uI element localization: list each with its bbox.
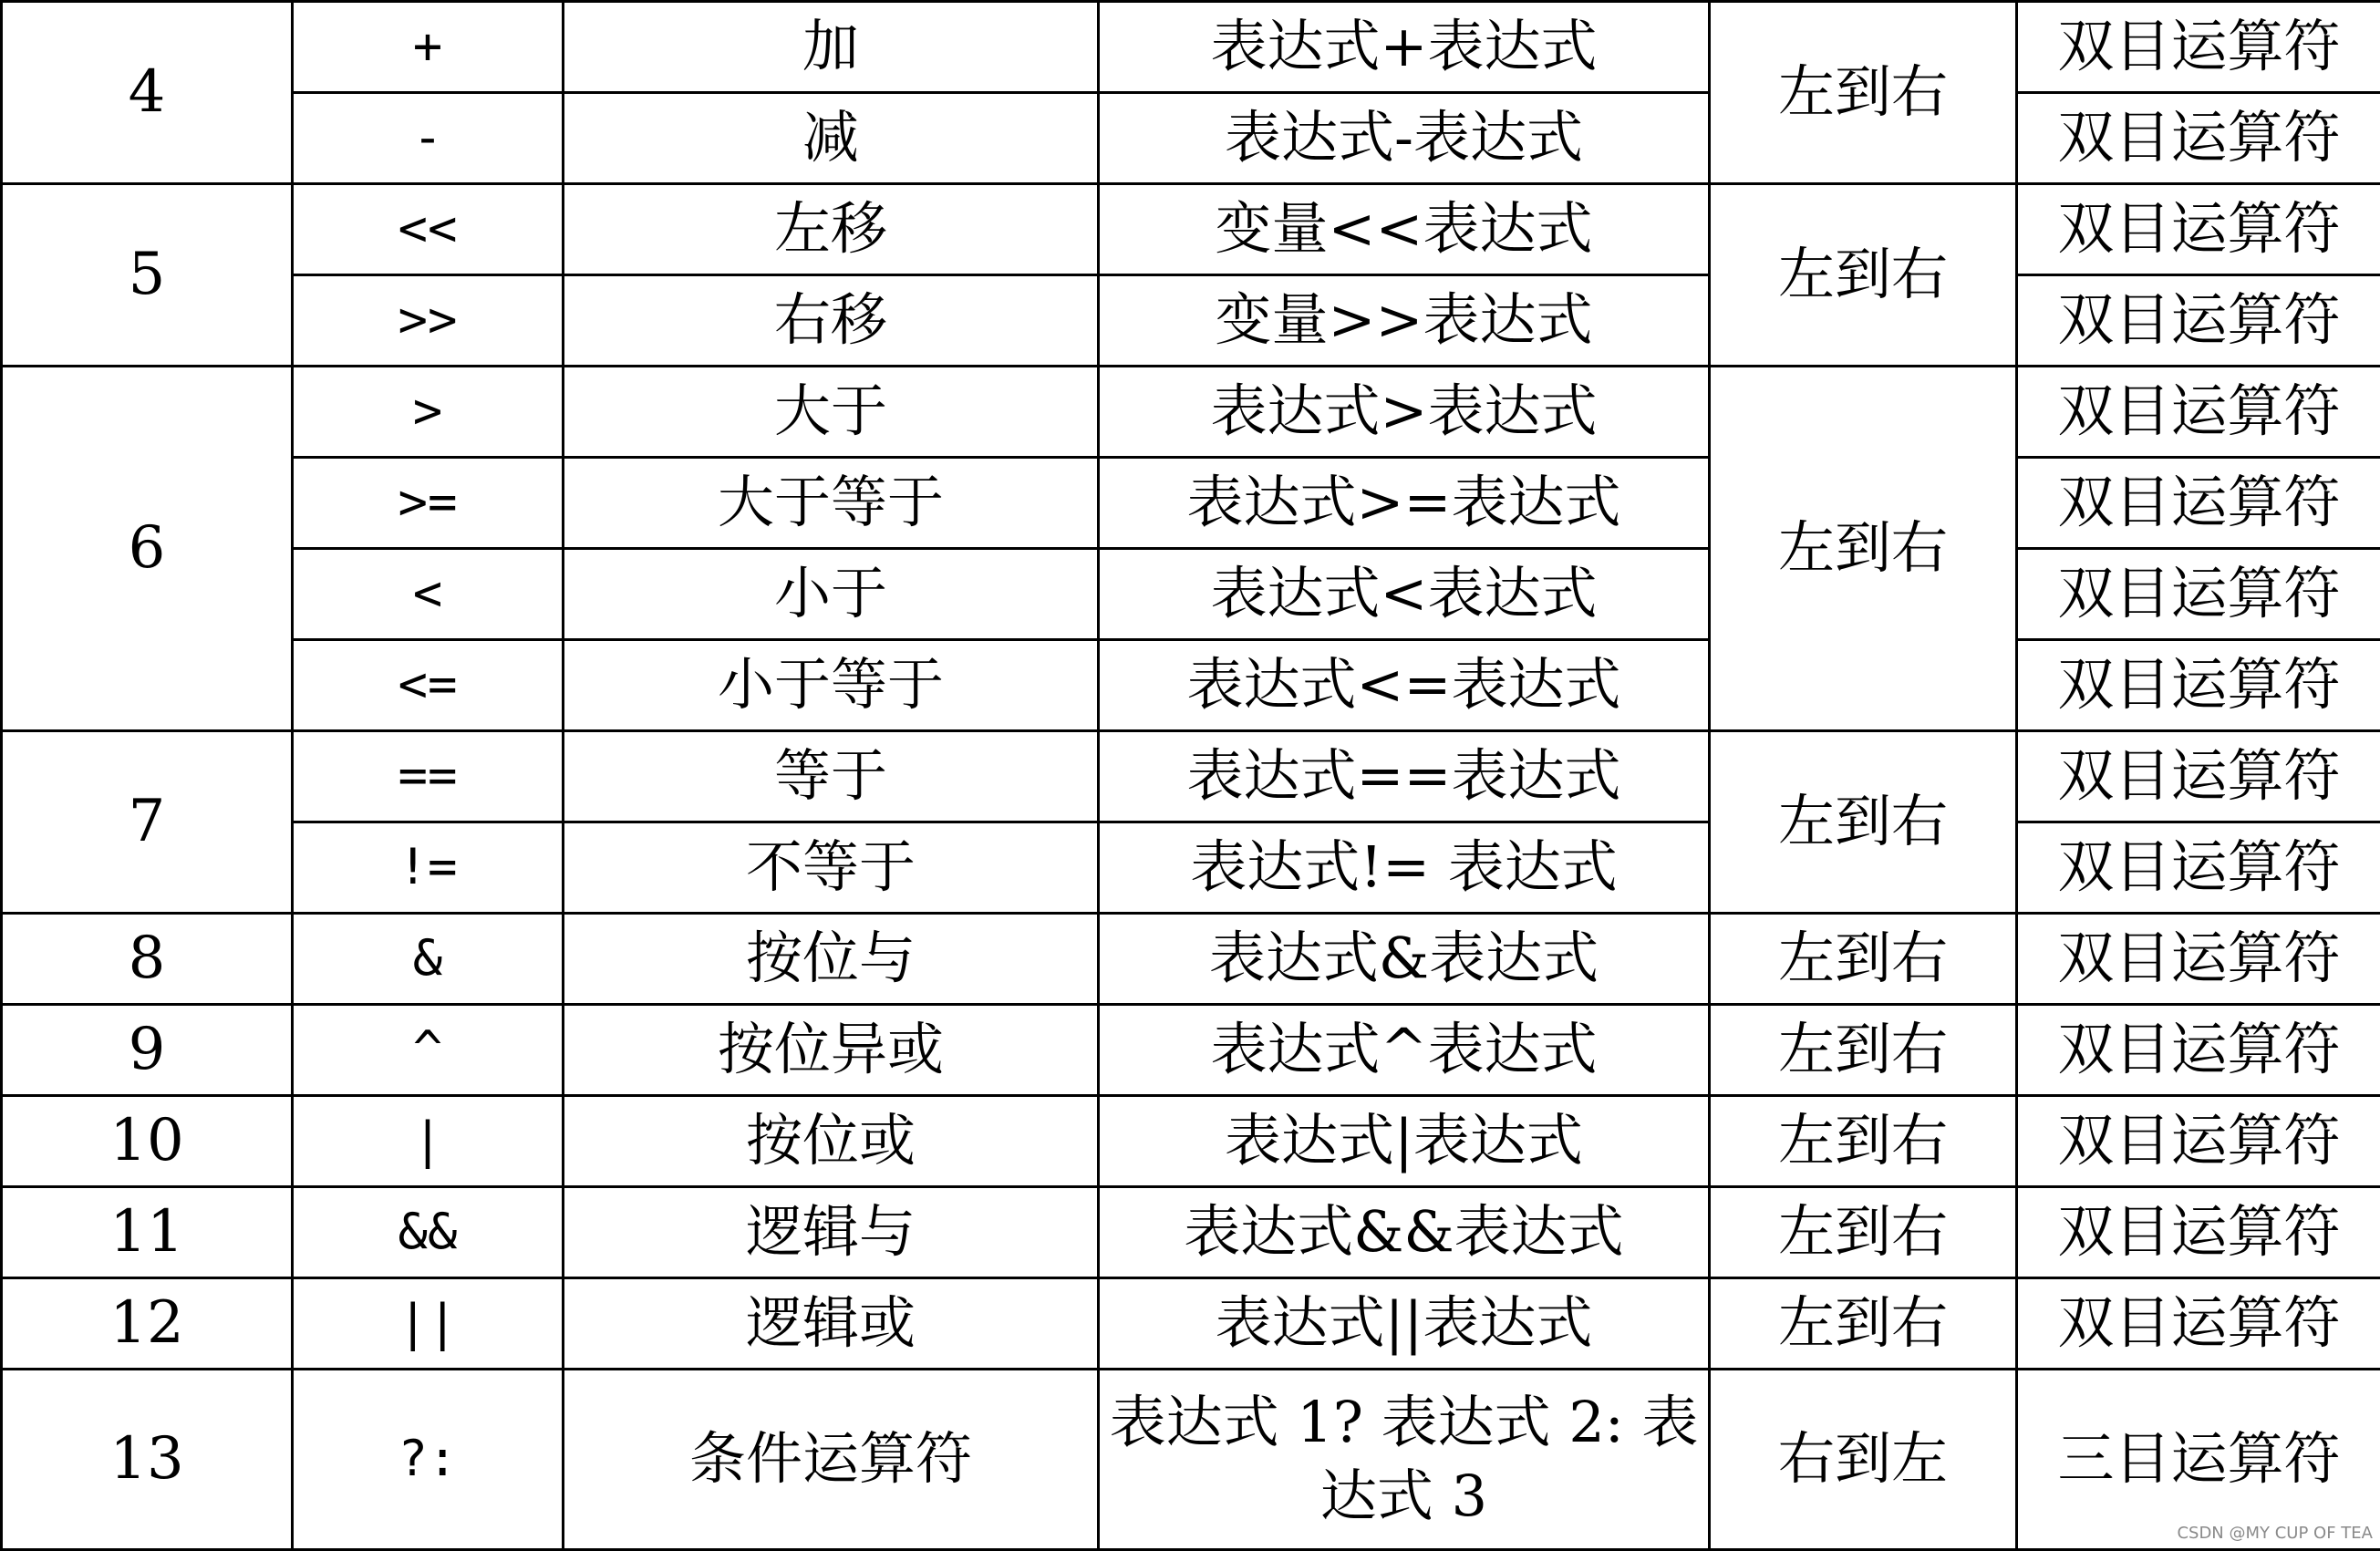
precedence-level-cell: 6	[2, 367, 293, 731]
operator-name-cell: 按位与	[564, 914, 1099, 1005]
operator-symbol-cell: ^	[293, 1005, 564, 1096]
operand-type-cell: 三目运算符	[2017, 1370, 2380, 1550]
table-row	[2, 1005, 2380, 1096]
usage-form-cell: 表达式!= 表达式	[1099, 822, 1710, 914]
operand-type-cell: 双目运算符	[2017, 1005, 2380, 1096]
operator-name-cell: 逻辑与	[564, 1187, 1099, 1278]
operator-symbol-cell: >	[293, 367, 564, 458]
usage-form-cell: 表达式^表达式	[1099, 1005, 1710, 1096]
associativity-cell: 左到右	[1710, 1096, 2017, 1187]
operator-symbol-cell: <<	[293, 184, 564, 275]
table-row	[2, 184, 2380, 275]
operator-name-cell: 大于	[564, 367, 1099, 458]
usage-form-cell: 表达式||表达式	[1099, 1278, 1710, 1370]
operand-type-cell: 双目运算符	[2017, 184, 2380, 275]
operand-type-cell: 双目运算符	[2017, 2, 2380, 93]
watermark: CSDN @MY CUP OF TEA	[2177, 1524, 2373, 1543]
precedence-level-cell: 5	[2, 184, 293, 367]
operator-name-cell: 左移	[564, 184, 1099, 275]
operand-type-cell: 双目运算符	[2017, 367, 2380, 458]
usage-form-cell: 表达式==表达式	[1099, 731, 1710, 822]
usage-form-cell: 表达式>表达式	[1099, 367, 1710, 458]
usage-form-cell: 表达式&&表达式	[1099, 1187, 1710, 1278]
precedence-level-cell: 11	[2, 1187, 293, 1278]
table-row	[2, 275, 2380, 367]
precedence-level-cell: 7	[2, 731, 293, 914]
operand-type-cell: 双目运算符	[2017, 549, 2380, 640]
table-row	[2, 822, 2380, 914]
operator-symbol-cell: >=	[293, 458, 564, 549]
precedence-level-cell: 12	[2, 1278, 293, 1370]
table-row	[2, 1187, 2380, 1278]
usage-form-cell: 表达式 1? 表达式 2: 表达式 3	[1099, 1370, 1710, 1550]
table-row	[2, 2, 2380, 93]
associativity-cell: 左到右	[1710, 914, 2017, 1005]
table-row	[2, 549, 2380, 640]
operator-name-cell: 小于	[564, 549, 1099, 640]
precedence-level-cell: 4	[2, 2, 293, 184]
operator-name-cell: 按位或	[564, 1096, 1099, 1187]
operand-type-cell: 双目运算符	[2017, 1278, 2380, 1370]
table-row	[2, 1370, 2380, 1550]
table-row	[2, 1096, 2380, 1187]
operator-name-cell: 按位异或	[564, 1005, 1099, 1096]
precedence-level-cell: 10	[2, 1096, 293, 1187]
operand-type-cell: 双目运算符	[2017, 275, 2380, 367]
usage-form-cell: 表达式-表达式	[1099, 93, 1710, 184]
operator-symbol-cell: ==	[293, 731, 564, 822]
operator-symbol-cell: &&	[293, 1187, 564, 1278]
operand-type-cell: 双目运算符	[2017, 914, 2380, 1005]
usage-form-cell: 表达式&表达式	[1099, 914, 1710, 1005]
usage-form-cell: 表达式<=表达式	[1099, 640, 1710, 731]
operator-name-cell: 小于等于	[564, 640, 1099, 731]
operand-type-cell: 双目运算符	[2017, 458, 2380, 549]
associativity-cell: 左到右	[1710, 1187, 2017, 1278]
operator-name-cell: 大于等于	[564, 458, 1099, 549]
operator-name-cell: 加	[564, 2, 1099, 93]
operand-type-cell: 双目运算符	[2017, 93, 2380, 184]
operator-name-cell: 减	[564, 93, 1099, 184]
associativity-cell: 左到右	[1710, 1278, 2017, 1370]
table-row	[2, 914, 2380, 1005]
usage-form-cell: 变量<<表达式	[1099, 184, 1710, 275]
operator-symbol-cell: ||	[293, 1278, 564, 1370]
operand-type-cell: 双目运算符	[2017, 1096, 2380, 1187]
operand-type-cell: 双目运算符	[2017, 640, 2380, 731]
associativity-cell: 左到右	[1710, 184, 2017, 367]
precedence-level-cell: 13	[2, 1370, 293, 1550]
table-row	[2, 640, 2380, 731]
operator-name-cell: 条件运算符	[564, 1370, 1099, 1550]
usage-form-cell: 表达式+表达式	[1099, 2, 1710, 93]
associativity-cell: 左到右	[1710, 2, 2017, 184]
operator-symbol-cell: <	[293, 549, 564, 640]
operator-symbol-cell: &	[293, 914, 564, 1005]
precedence-level-cell: 8	[2, 914, 293, 1005]
operator-name-cell: 等于	[564, 731, 1099, 822]
operator-symbol-cell: -	[293, 93, 564, 184]
operator-name-cell: 右移	[564, 275, 1099, 367]
table-row	[2, 731, 2380, 822]
usage-form-cell: 表达式|表达式	[1099, 1096, 1710, 1187]
usage-form-cell: 表达式>=表达式	[1099, 458, 1710, 549]
usage-form-cell: 表达式<表达式	[1099, 549, 1710, 640]
operator-name-cell: 不等于	[564, 822, 1099, 914]
operator-symbol-cell: +	[293, 2, 564, 93]
operator-symbol-cell: <=	[293, 640, 564, 731]
operand-type-cell: 双目运算符	[2017, 1187, 2380, 1278]
operand-type-cell: 双目运算符	[2017, 731, 2380, 822]
operator-name-cell: 逻辑或	[564, 1278, 1099, 1370]
operator-symbol-cell: >>	[293, 275, 564, 367]
associativity-cell: 左到右	[1710, 731, 2017, 914]
table-row	[2, 458, 2380, 549]
associativity-cell: 左到右	[1710, 1005, 2017, 1096]
operator-symbol-cell: !=	[293, 822, 564, 914]
usage-form-cell: 变量>>表达式	[1099, 275, 1710, 367]
operand-type-cell: 双目运算符	[2017, 822, 2380, 914]
associativity-cell: 右到左	[1710, 1370, 2017, 1550]
table-row	[2, 367, 2380, 458]
operator-symbol-cell: |	[293, 1096, 564, 1187]
table-row	[2, 93, 2380, 184]
precedence-level-cell: 9	[2, 1005, 293, 1096]
operator-symbol-cell: ?:	[293, 1370, 564, 1550]
table-row	[2, 1278, 2380, 1370]
associativity-cell: 左到右	[1710, 367, 2017, 731]
